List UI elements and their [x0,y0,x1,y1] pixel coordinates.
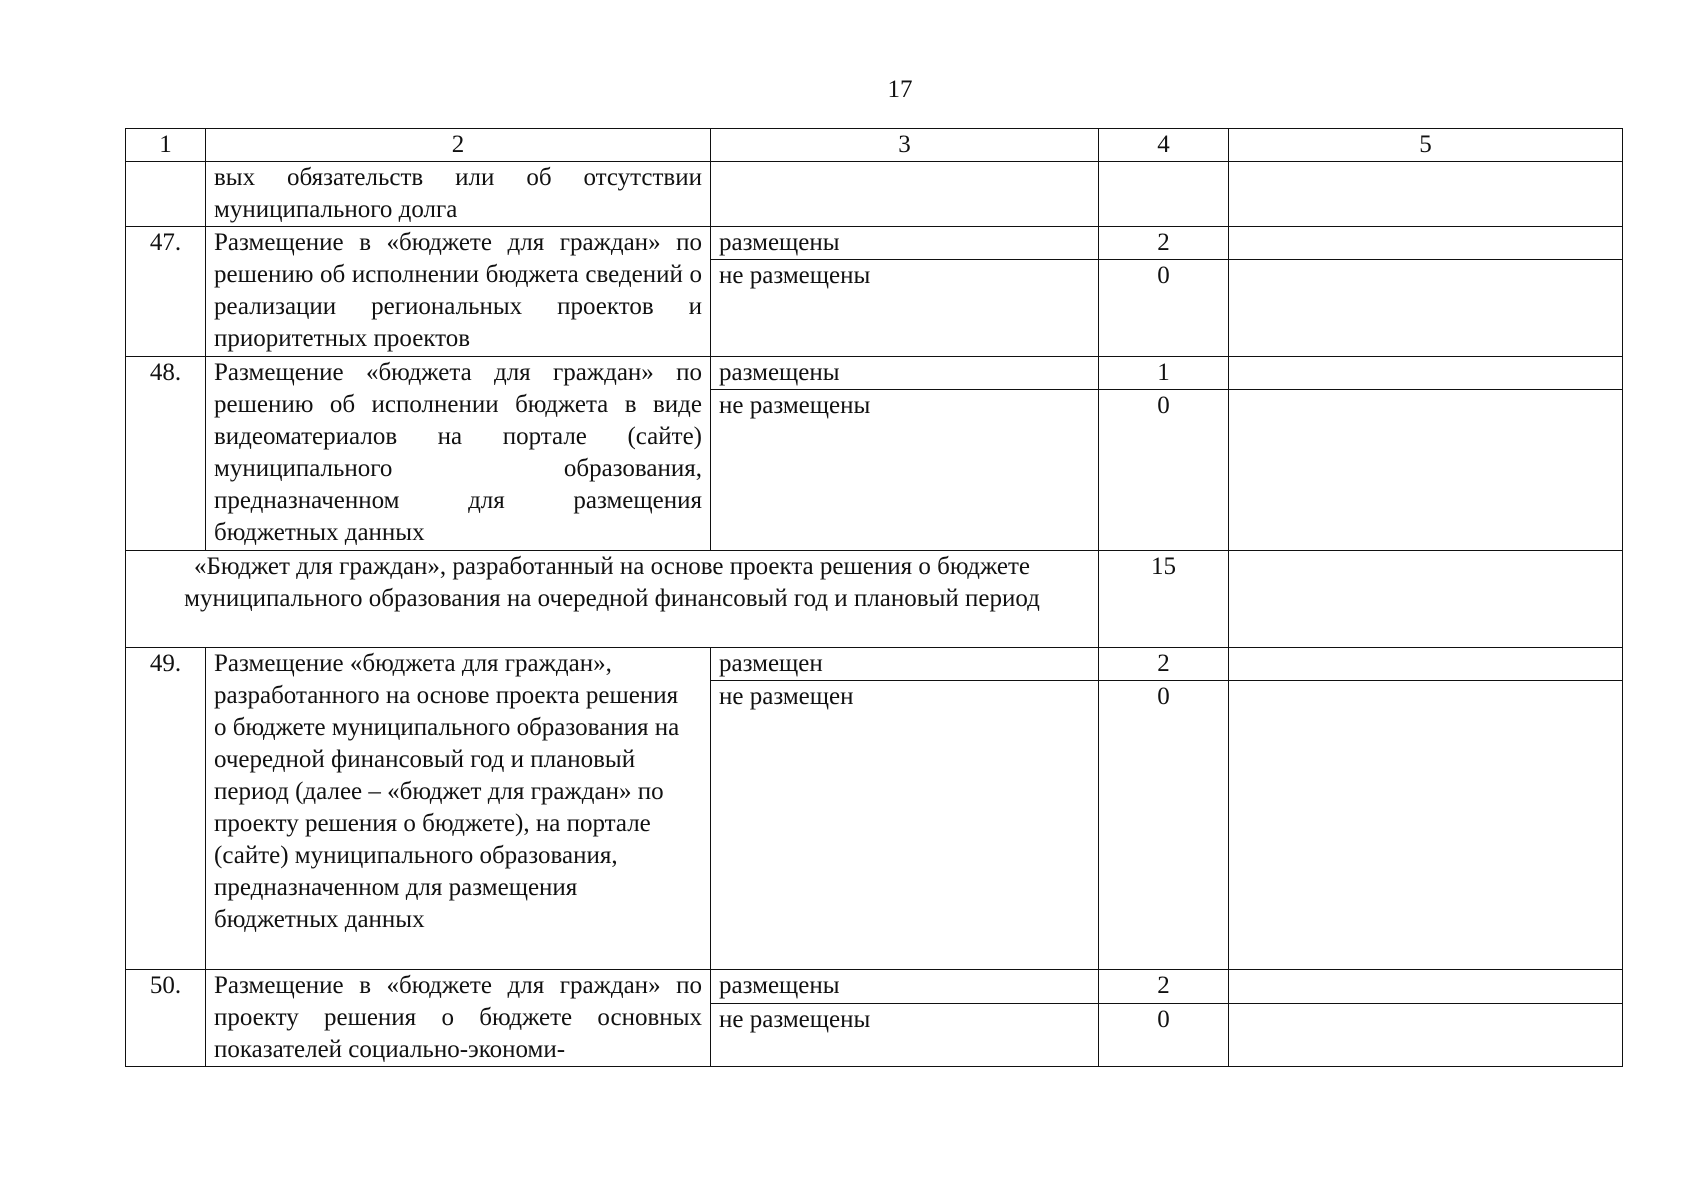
comment-cell [1229,227,1623,260]
points-cell [1099,162,1229,227]
table-header-row [126,129,1623,162]
option-cell [711,162,1099,227]
option-points: 0 [1099,1004,1229,1067]
section-points: 15 [1099,551,1229,648]
comment-cell [1229,551,1623,648]
comment-cell [1229,357,1623,390]
option-points: 2 [1099,227,1229,260]
row-number [126,162,206,227]
column-header: 1 [126,129,206,162]
option-points: 0 [1099,681,1229,970]
column-header: 4 [1099,129,1229,162]
option-points: 0 [1099,390,1229,551]
table-row [126,970,1623,1004]
comment-cell [1229,390,1623,551]
option-label: не размещены [711,1004,1099,1067]
row-description: Размещение в «бюджете для граждан» по проекту решения о бюджете основных показателей социально-экономи- [206,970,711,1067]
option-label: размещены [711,227,1099,260]
option-points: 0 [1099,260,1229,357]
comment-cell [1229,260,1623,357]
column-header: 2 [206,129,711,162]
comment-cell [1229,1004,1623,1067]
row-number: 50. [126,970,206,1067]
option-points: 2 [1099,970,1229,1004]
column-header: 3 [711,129,1099,162]
row-description: Размещение в «бюджете для граждан» по решению об исполнении бюджета сведений о реализации региональных проектов и приоритетных проектов [206,227,711,357]
comment-cell [1229,681,1623,970]
row-number: 49. [126,648,206,970]
section-title: «Бюджет для граждан», разработанный на основе проекта решения о бюджете муниципального образования на очередной финансовый год и плановый период [126,551,1099,648]
option-label: не размещены [711,260,1099,357]
section-row [126,551,1623,648]
row-number: 48. [126,357,206,551]
comment-cell [1229,162,1623,227]
option-points: 2 [1099,648,1229,681]
option-label: не размещен [711,681,1099,970]
option-label: размещен [711,648,1099,681]
option-label: размещены [711,357,1099,390]
column-header: 5 [1229,129,1623,162]
page-number: 17 [887,76,913,103]
option-label: не размещены [711,390,1099,551]
row-description: Размещение «бюджета для граждан» по решению об исполнении бюджета в виде видеоматериалов на портале (сайте) муниципального образования, предназначенном для размещения бюджетных данных [206,357,711,551]
comment-cell [1229,648,1623,681]
criteria-table [125,128,1623,1067]
option-points: 1 [1099,357,1229,390]
row-number: 47. [126,227,206,357]
table-row [126,227,1623,260]
row-description: Размещение «бюджета для граждан», разработанного на основе проекта решения о бюджете муниципального образования на очередной финансовый год и плановый период (далее – «бюджет для граждан» по проекту решения о бюджете), на портале (сайте) муниципального образования, предназначенном для размещения бюджетных данных [206,648,711,970]
table-row [126,357,1623,390]
table-row [126,648,1623,681]
comment-cell [1229,970,1623,1004]
row-description: вых обязательств или об отсутствии муниципального долга [206,162,711,227]
table-row [126,162,1623,227]
option-label: размещены [711,970,1099,1004]
